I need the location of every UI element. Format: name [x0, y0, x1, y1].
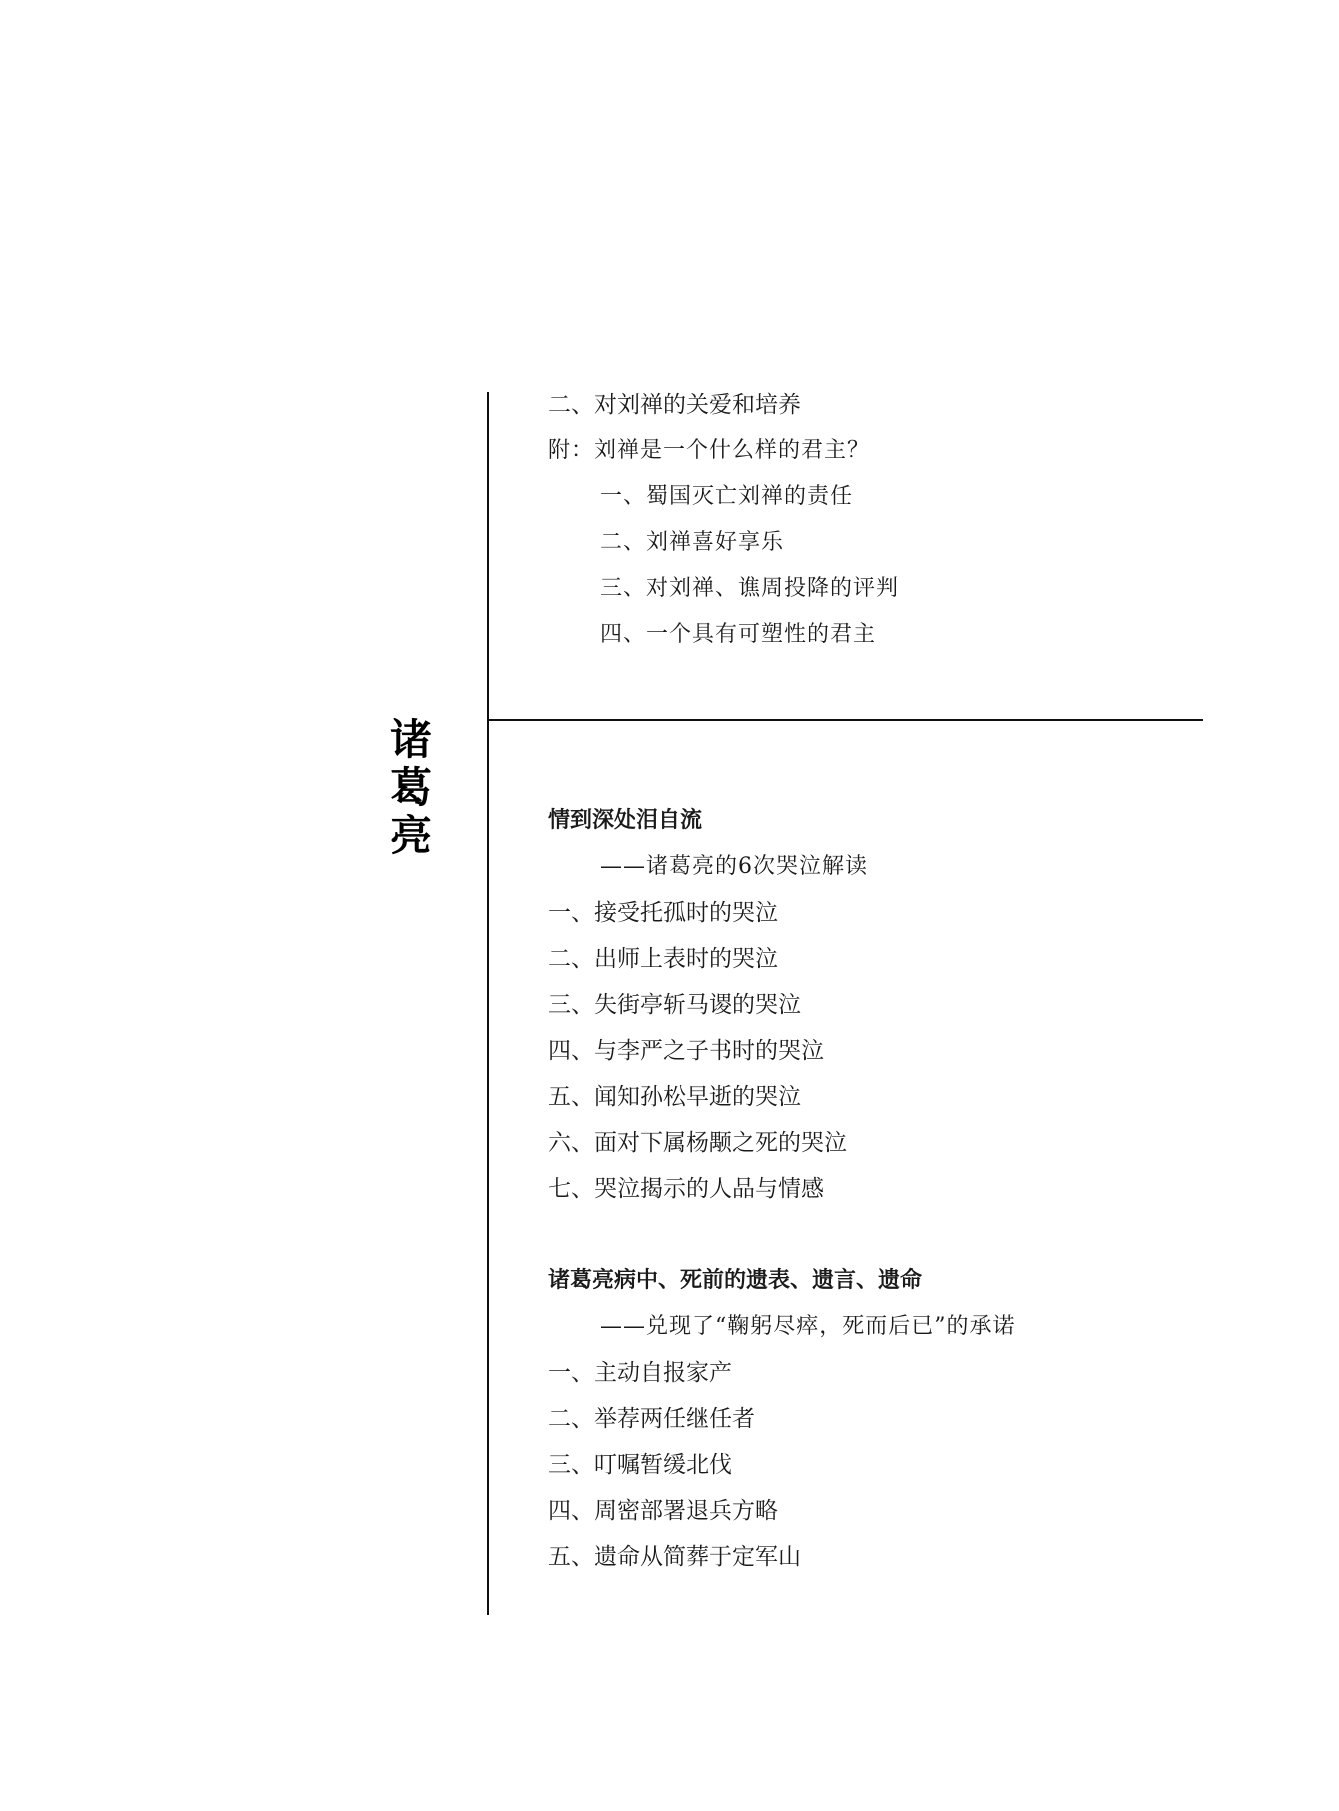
- toc-item: 三、失街亭斩马谡的哭泣: [548, 992, 801, 1018]
- toc-item: 三、对刘禅、谯周投降的评判: [600, 576, 900, 601]
- toc-item: 四、周密部署退兵方略: [548, 1498, 778, 1524]
- toc-item: 二、举荐两任继任者: [548, 1406, 755, 1432]
- toc-item: 二、对刘禅的关爱和培养: [548, 392, 801, 418]
- toc-item: 七、哭泣揭示的人品与情感: [548, 1176, 824, 1202]
- vertical-divider: [487, 392, 489, 1615]
- chapter-title: 诸葛亮病中、死前的遗表、遗言、遗命: [548, 1268, 923, 1293]
- toc-item: 一、接受托孤时的哭泣: [548, 900, 778, 926]
- toc-item: 三、叮嘱暂缓北伐: [548, 1452, 732, 1478]
- toc-item: 六、面对下属杨颙之死的哭泣: [548, 1130, 847, 1156]
- toc-item: 二、出师上表时的哭泣: [548, 946, 778, 972]
- chapter-subtitle: ——诸葛亮的6次哭泣解读: [600, 854, 868, 879]
- horizontal-divider: [487, 719, 1203, 721]
- toc-item: 五、闻知孙松早逝的哭泣: [548, 1084, 801, 1110]
- chapter-subtitle: ——兑现了“鞠躬尽瘁，死而后已”的承诺: [600, 1314, 1016, 1339]
- toc-item: 四、与李严之子书时的哭泣: [548, 1038, 824, 1064]
- side-title-char: 诸: [389, 715, 432, 764]
- side-title-char: 亮: [389, 811, 432, 860]
- toc-item: 二、刘禅喜好享乐: [600, 530, 785, 555]
- toc-item: 四、一个具有可塑性的君主: [600, 622, 877, 647]
- side-title-char: 葛: [389, 763, 432, 812]
- toc-item: 一、主动自报家产: [548, 1360, 732, 1386]
- side-title: [386, 716, 436, 860]
- toc-item: 一、蜀国灭亡刘禅的责任: [600, 484, 854, 509]
- toc-item: 五、遗命从简葬于定军山: [548, 1544, 801, 1570]
- chapter-title: 情到深处泪自流: [548, 808, 703, 833]
- toc-item: 附：刘禅是一个什么样的君主？: [548, 438, 871, 463]
